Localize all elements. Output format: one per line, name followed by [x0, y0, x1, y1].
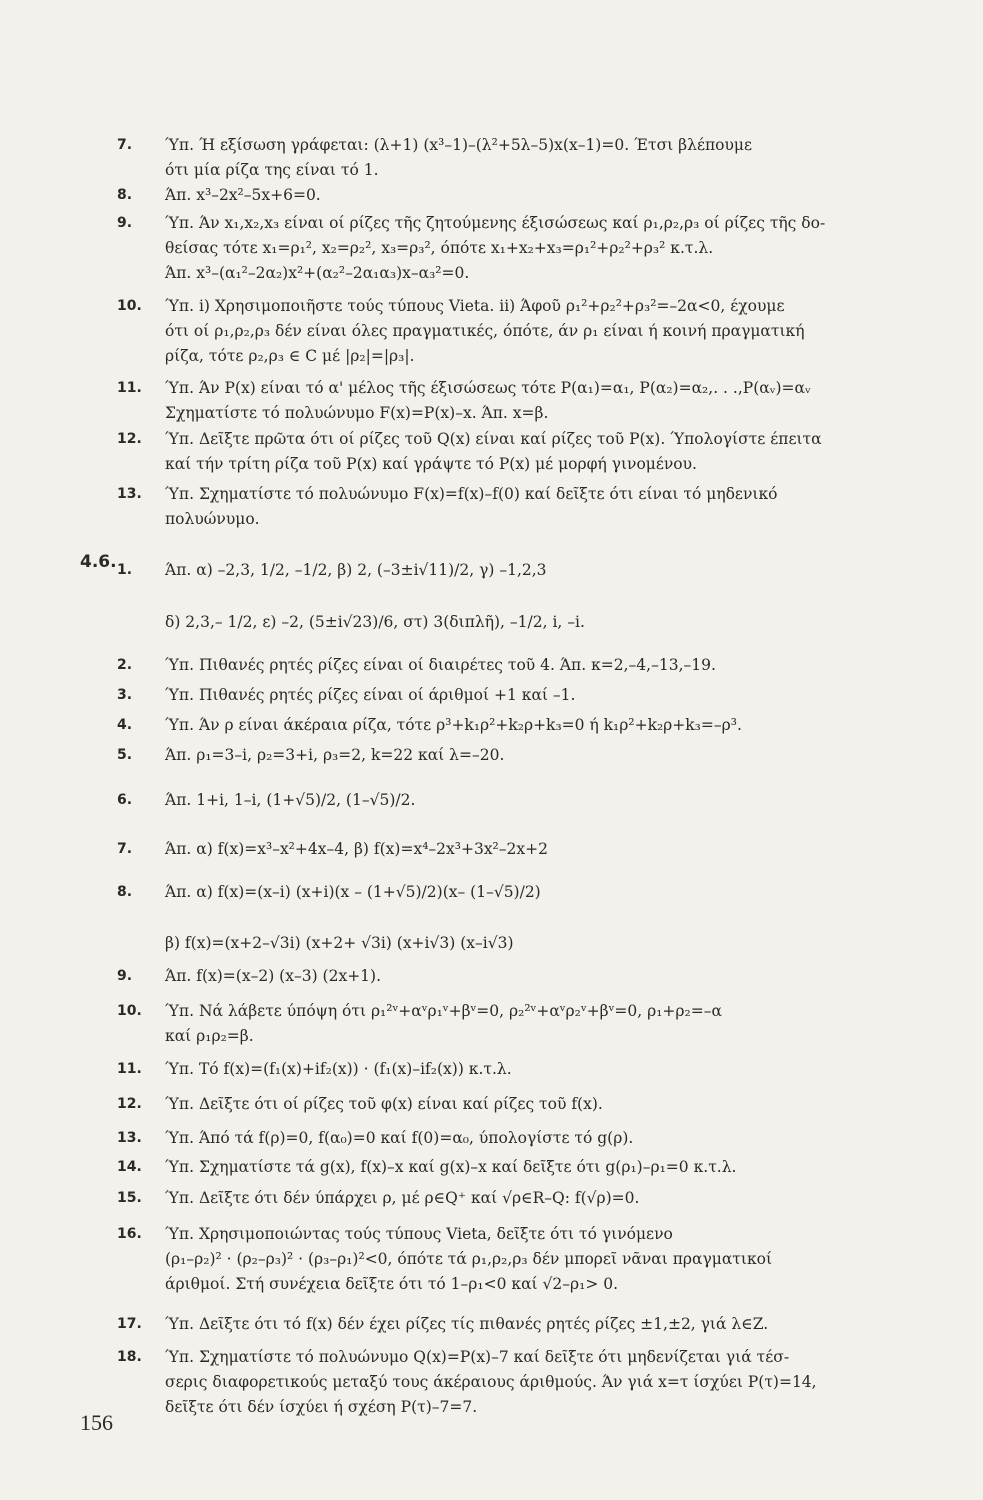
exercise-entry — [117, 427, 917, 477]
text-line: Ύπ. Τό f(x)=(f₁(x)+if₂(x)) · (f₁(x)–if₂(x)) κ.τ.λ. — [165, 1060, 512, 1078]
exercise-entry — [117, 880, 917, 905]
exercise-text — [165, 999, 917, 1049]
text-line: Ύπ. Πιθανές ρητές ρίζες είναι οί διαιρέτες τοῦ 4. Άπ. κ=2,–4,–13,–19. — [165, 656, 716, 674]
exercise-entry — [117, 1345, 917, 1420]
exercise-number: 11. — [117, 380, 142, 396]
exercise-text — [165, 880, 917, 905]
exercise-text — [165, 653, 917, 678]
text-line: Άπ. x³–2x²–5x+6=0. — [165, 186, 321, 204]
exercise-number: 10. — [117, 298, 142, 314]
text-line: Άπ. x³–(α₁²–2α₂)x²+(α₂²–2α₁α₃)x–α₃²=0. — [165, 264, 470, 282]
text-line: Ύπ. Σχηματίστε τά g(x), f(x)–x καί g(x)–x καί δεῖξτε ότι g(ρ₁)–ρ₁=0 κ.τ.λ. — [165, 1158, 737, 1176]
exercise-text — [165, 1126, 917, 1151]
exercise-text — [165, 427, 917, 477]
text-line: Σχηματίστε τό πολυώνυμο F(x)=P(x)–x. Άπ. x=β. — [165, 404, 549, 422]
text-line: σερις διαφορετικούς μεταξύ τους άκέραιους άριθμούς. Άν γιά x=τ ίσχύει P(τ)=14, — [165, 1373, 817, 1391]
text-line: δ) 2,3,– 1/2, ε) –2, (5±i√23)/6, στ) 3(διπλῆ), –1/2, i, –i. — [165, 613, 585, 631]
text-line: άριθμοί. Στή συνέχεια δεῖξτε ότι τό 1–ρ₁<0 καί √2–ρ₁> 0. — [165, 1275, 619, 1293]
exercise-entry — [117, 183, 917, 208]
exercise-number: 12. — [117, 431, 142, 447]
text-line: καί τήν τρίτη ρίζα τοῦ P(x) καί γράψτε τό P(x) μέ μορφή γινομένου. — [165, 455, 697, 473]
exercise-text — [165, 1345, 917, 1420]
exercise-number: 16. — [117, 1226, 142, 1242]
text-line: Ύπ. Άν x₁,x₂,x₃ είναι οί ρίζες τῆς ζητούμενης έξισώσεως καί ρ₁,ρ₂,ρ₃ οί ρίζες τῆς δο- — [165, 214, 826, 232]
text-line: Ύπ. Δεῖξτε ότι δέν ύπάρχει ρ, μέ ρ∈Q⁺ καί √ρ∈R–Q: f(√ρ)=0. — [165, 1189, 640, 1207]
text-line: Ύπ. i) Χρησιμοποιῆστε τούς τύπους Vieta. ii) Άφοῦ ρ₁²+ρ₂²+ρ₃²=–2α<0, έχουμε — [165, 297, 785, 315]
text-line: Άπ. 1+i, 1–i, (1+√5)/2, (1–√5)/2. — [165, 791, 416, 809]
page-number: 156 — [80, 1410, 113, 1435]
exercise-text — [165, 931, 917, 956]
exercise-text — [165, 1057, 917, 1082]
exercise-number: 9. — [117, 968, 133, 984]
exercise-text — [165, 610, 917, 635]
exercise-text — [165, 482, 917, 532]
exercise-entry — [117, 713, 917, 738]
exercise-entry — [117, 653, 917, 678]
exercise-number: 13. — [117, 1130, 142, 1146]
text-line: (ρ₁–ρ₂)² · (ρ₂–ρ₃)² · (ρ₃–ρ₁)²<0, όπότε τά ρ₁,ρ₂,ρ₃ δέν μπορεῖ νᾶναι πραγματικοί — [165, 1250, 773, 1268]
text-line: Ύπ. Χρησιμοποιώντας τούς τύπους Vieta, δεῖξτε ότι τό γινόμενο — [165, 1225, 673, 1243]
exercise-text — [165, 713, 917, 738]
exercise-number: 18. — [117, 1349, 142, 1365]
exercise-text — [165, 1092, 917, 1117]
exercise-text — [165, 294, 917, 369]
exercise-text — [165, 183, 917, 208]
text-line: Άπ. ρ₁=3–i, ρ₂=3+i, ρ₃=2, k=22 καί λ=–20. — [165, 746, 505, 764]
exercise-number: 14. — [117, 1159, 142, 1175]
exercise-entry — [117, 294, 917, 369]
exercise-entry — [117, 683, 917, 708]
exercise-number: 8. — [117, 884, 133, 900]
text-line: Ύπ. Σχηματίστε τό πολυώνυμο Q(x)=P(x)–7 καί δεῖξτε ότι μηδενίζεται γιά τέσ- — [165, 1348, 790, 1366]
text-line: ρίζα, τότε ρ₂,ρ₃ ∈ C μέ |ρ₂|=|ρ₃|. — [165, 347, 415, 365]
exercise-text — [165, 211, 917, 286]
exercise-number: 3. — [117, 687, 133, 703]
exercise-entry — [117, 133, 917, 183]
exercise-entry — [117, 376, 917, 426]
exercise-text — [165, 683, 917, 708]
exercise-text — [165, 788, 917, 813]
exercise-number: 2. — [117, 657, 133, 673]
text-line: β) f(x)=(x+2–√3i) (x+2+ √3i) (x+i√3) (x–i√3) — [165, 934, 514, 952]
exercise-text — [165, 1312, 917, 1337]
exercise-text — [165, 1186, 917, 1211]
exercise-entry — [117, 558, 917, 583]
exercise-number: 8. — [117, 187, 133, 203]
text-line: Άπ. α) –2,3, 1/2, –1/2, β) 2, (–3±i√11)/2, γ) –1,2,3 — [165, 561, 547, 579]
text-line: θείσας τότε x₁=ρ₁², x₂=ρ₂², x₃=ρ₃², όπότε x₁+x₂+x₃=ρ₁²+ρ₂²+ρ₃² κ.τ.λ. — [165, 239, 714, 257]
exercise-number: 10. — [117, 1003, 142, 1019]
exercise-entry — [117, 1312, 917, 1337]
exercise-number: 7. — [117, 841, 133, 857]
text-line: Ύπ. Άν P(x) είναι τό α' μέλος τῆς έξισώσεως τότε P(α₁)=α₁, P(α₂)=α₂,. . .,P(αᵥ)=αᵥ — [165, 379, 811, 397]
text-line: Ύπ. Πιθανές ρητές ρίζες είναι οί άριθμοί +1 καί –1. — [165, 686, 576, 704]
exercise-number: 13. — [117, 486, 142, 502]
text-line: δεῖξτε ότι δέν ίσχύει ή σχέση P(τ)–7=7. — [165, 1398, 478, 1416]
exercise-number: 5. — [117, 747, 133, 763]
exercise-entry — [117, 1186, 917, 1211]
exercise-number: 1. — [117, 562, 133, 578]
text-line: Ύπ. Άπό τά f(ρ)=0, f(α₀)=0 καί f(0)=α₀, ύπολογίστε τό g(ρ). — [165, 1129, 634, 1147]
exercise-entry — [117, 743, 917, 768]
text-line: ότι οί ρ₁,ρ₂,ρ₃ δέν είναι όλες πραγματικές, όπότε, άν ρ₁ είναι ή κοινή πραγματική — [165, 322, 805, 340]
exercise-text — [165, 743, 917, 768]
text-line: καί ρ₁ρ₂=β. — [165, 1027, 254, 1045]
exercise-number: 11. — [117, 1061, 142, 1077]
text-line: Ύπ. Άν ρ είναι άκέραια ρίζα, τότε ρ³+k₁ρ²+k₂ρ+k₃=0 ή k₁ρ²+k₂ρ+k₃=–ρ³. — [165, 716, 742, 734]
exercise-entry — [117, 837, 917, 862]
exercise-number: 12. — [117, 1096, 142, 1112]
exercise-text — [165, 1222, 917, 1297]
exercise-entry — [117, 610, 917, 635]
exercise-entry — [117, 1155, 917, 1180]
text-line: ότι μία ρίζα της είναι τό 1. — [165, 161, 379, 179]
exercise-text — [165, 133, 917, 183]
exercise-entry — [117, 1092, 917, 1117]
exercise-number: 15. — [117, 1190, 142, 1206]
exercise-number: 4. — [117, 717, 133, 733]
exercise-entry — [117, 931, 917, 956]
text-line: Ύπ. Σχηματίστε τό πολυώνυμο F(x)=f(x)–f(0) καί δεῖξτε ότι είναι τό μηδενικό — [165, 485, 778, 503]
text-line: Ύπ. Δεῖξτε ότι τό f(x) δέν έχει ρίζες τίς πιθανές ρητές ρίζες ±1,±2, γιά λ∈Z. — [165, 1315, 769, 1333]
exercise-entry — [117, 788, 917, 813]
exercise-entry — [117, 999, 917, 1049]
text-line: Ύπ. Δεῖξτε ότι οί ρίζες τοῦ φ(x) είναι καί ρίζες τοῦ f(x). — [165, 1095, 603, 1113]
exercise-text — [165, 558, 917, 583]
exercise-text — [165, 1155, 917, 1180]
exercise-entry — [117, 1222, 917, 1297]
exercise-number: 9. — [117, 215, 133, 231]
text-line: Άπ. f(x)=(x–2) (x–3) (2x+1). — [165, 967, 382, 985]
exercise-text — [165, 837, 917, 862]
exercise-text — [165, 964, 917, 989]
text-line: Ύπ. Ή εξίσωση γράφεται: (λ+1) (x³–1)–(λ²+5λ–5)x(x–1)=0. Έτσι βλέπουμε — [165, 136, 753, 154]
exercise-number: 17. — [117, 1316, 142, 1332]
exercise-number: 6. — [117, 792, 133, 808]
exercise-number: 7. — [117, 137, 133, 153]
exercise-entry — [117, 1057, 917, 1082]
text-line: πολυώνυμο. — [165, 510, 260, 528]
text-line: Άπ. α) f(x)=(x–i) (x+i)(x – (1+√5)/2)(x– (1–√5)/2) — [165, 883, 541, 901]
text-line: Άπ. α) f(x)=x³–x²+4x–4, β) f(x)=x⁴–2x³+3x²–2x+2 — [165, 840, 548, 858]
section-number: 4.6. — [80, 552, 117, 572]
exercise-entry — [117, 482, 917, 532]
exercise-entry — [117, 964, 917, 989]
text-line: Ύπ. Νά λάβετε ύπόψη ότι ρ₁²ᵛ+αᵛρ₁ᵛ+βᵛ=0, ρ₂²ᵛ+αᵛρ₂ᵛ+βᵛ=0, ρ₁+ρ₂=–α — [165, 1002, 722, 1020]
exercise-entry — [117, 1126, 917, 1151]
exercise-entry — [117, 211, 917, 286]
text-line: Ύπ. Δεῖξτε πρῶτα ότι οί ρίζες τοῦ Q(x) είναι καί ρίζες τοῦ P(x). Ύπολογίστε έπειτα — [165, 430, 822, 448]
exercise-text — [165, 376, 917, 426]
